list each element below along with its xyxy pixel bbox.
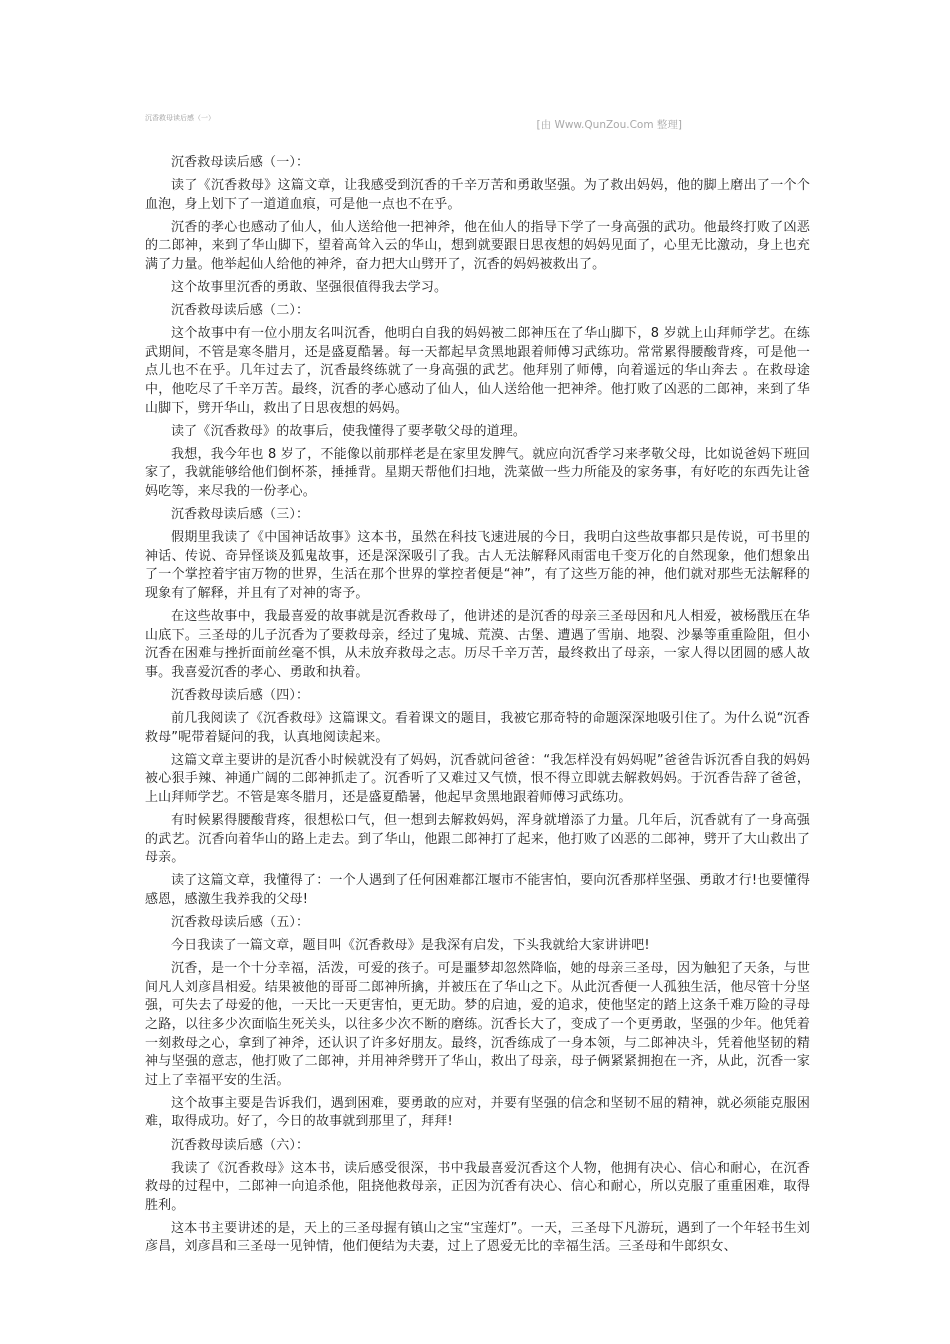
paragraph: 假期里我读了《中国神话故事》这本书，虽然在科技飞速进展的今日，我明白这些故事都只是传说，可书里的神话、传说、奇异怪谈及狐鬼故事，还是深深吸引了我。古人无法解释风雨雷电千变万化的自然现象，他们想象出了一个掌控着宇宙万物的世界，生活在那个世界的掌控者便是“神”，有了这些万能的神，他们就对那些无法解释的现象有了解释，并且有了对神的寄予。 [145,530,810,601]
paragraph: 读了这篇文章，我懂得了：一个人遇到了任何困难都江堰市不能害怕，要向沉香那样坚强、勇敢才行!也要懂得感恩，感激生我养我的父母! [145,873,810,907]
section-heading: 沉香救母读后感（一）： [171,155,310,170]
paragraph: 在这些故事中，我最喜爱的故事就是沉香救母了，他讲述的是沉香的母亲三圣母因和凡人相爱，被杨戬压在华山底下。三圣母的儿子沉香为了要救母亲，经过了鬼城、荒漠、古堡、遭遇了雪崩、地裂、沙暴等重重险阻，但小沉香在困难与挫折面前丝毫不惧，从未放弃救母之志。历尽千辛万苦，最终救出了母亲，一家人得以团圆的感人故事。我喜爱沉香的孝心、勇敢和执着。 [145,609,810,680]
paragraph: 这篇文章主要讲的是沉香小时候就没有了妈妈，沉香就问爸爸：“我怎样没有妈妈呢”爸爸告诉沉香自我的妈妈被心狠手辣、神通广阔的二郎神抓走了。沉香听了又难过又气愤，恨不得立即就去解救妈妈。于沉香告辞了爸爸，上山拜师学艺。不管是寒冬腊月，还是盛夏酷暑，他起早贪黑地跟着师傅习武练功。 [145,752,810,805]
article-body [145,154,810,1262]
paragraph: 有时候累得腰酸背疼，很想松口气，但一想到去解救妈妈，浑身就增添了力量。几年后，沉香就有了一身高强的武艺。沉香向着华山的路上走去。到了华山，他跟二郎神打了起来，他打败了凶恶的二郎神，劈开了大山救出了母亲。 [145,813,810,866]
paragraph: 今日我读了一篇文章，题目叫《沉香救母》是我深有启发，下头我就给大家讲讲吧! [171,938,650,954]
section-heading: 沉香救母读后感（六）： [171,1137,310,1153]
paragraph: 这个故事里沉香的勇敢、坚强很值得我去学习。 [171,280,448,296]
paragraph: 读了《沉香救母》的故事后，使我懂得了要孝敬父母的道理。 [171,423,527,439]
paragraph: 我想，我今年也 8 岁了，不能像以前那样老是在家里发脾气。就应向沉香学习来孝敬父母，比如说爸妈下班回家了，我就能够给他们倒杯茶，捶捶背。星期天帮他们扫地，洗菜做一些力所能及的家务事，有好吃的东西先让爸妈吃等，来尽我的一份孝心。 [145,446,810,499]
header-scribble: 沉香救母读后感（一） [145,114,215,122]
paragraph: 沉香的孝心也感动了仙人，仙人送给他一把神斧，他在仙人的指导下学了一身高强的武功。他最终打败了凶恶的二郎神，来到了华山脚下，望着高耸入云的华山，想到就要跟日思夜想的妈妈见面了，心里无比激动，身上也充满了力量。他举起仙人给他的神斧，奋力把大山劈开了，沉香的妈妈被救出了。 [145,219,810,272]
paragraph: 前几我阅读了《沉香救母》这篇课文。看着课文的题目，我被它那奇特的命题深深地吸引住了。为什么说“沉香救母”呢带着疑问的我，认真地阅读起来。 [145,711,810,745]
section-heading: 沉香救母读后感（二）： [171,303,310,319]
paragraph: 这个故事主要是告诉我们，遇到困难，要勇敢的应对，并要有坚强的信念和坚韧不屈的精神，就必须能克服困难，取得成功。好了，今日的故事就到那里了，拜拜! [145,1095,810,1130]
paragraph: 这本书主要讲述的是，天上的三圣母握有镇山之宝“宝莲灯”。一天，三圣母下凡游玩，遇到了一个年轻书生刘彦昌，刘彦昌和三圣母一见钟情，他们便结为夫妻，过上了恩爱无比的幸福生活。三圣母和牛郎织女、 [145,1220,810,1255]
paragraph: 我读了《沉香救母》这本书，读后感受很深，书中我最喜爱沉香这个人物，他拥有决心、信心和耐心，在沉香救母的过程中，二郎神一向追杀他，阻挠他救母亲，正因为沉香有决心、信心和耐心，所以克服了重重困难，取得胜利。 [145,1160,810,1213]
section-heading: 沉香救母读后感（四）： [171,687,310,703]
paragraph: 这个故事中有一位小朋友名叫沉香，他明白自我的妈妈被二郎神压在了华山脚下，8 岁就上山拜师学艺。在练武期间，不管是寒冬腊月，还是盛夏酷暑。每一天都起早贪黑地跟着师傅习武练功。常常累得腰酸背疼，可是他一点儿也不在乎。几年过去了，沉香最终练就了一身高强的武艺。他拜别了师傅，向着遥远的华山奔去 。在救母途中，他吃尽了千辛万苦。最终，沉香的孝心感动了仙人，仙人送给他一把神斧。他打败了凶恶的二郎神，来到了华山脚下，劈开华山，救出了日思夜想的妈妈。 [145,326,810,416]
section-heading: 沉香救母读后感（五）： [171,914,310,930]
section-heading: 沉香救母读后感（三）： [171,507,310,523]
paragraph: 沉香，是一个十分幸福，活泼，可爱的孩子。可是噩梦却忽然降临，她的母亲三圣母，因为触犯了天条，与世间凡人刘彦昌相爱。结果被他的哥哥二郎神所擒，并被压在了华山之下。从此沉香便一人孤独生活，他尽管十分坚强，可失去了母爱的他，一天比一天更害怕，更无助。梦的启迪，爱的追求，使他坚定的踏上这条千难万险的寻母之路，以往多少次面临生死关头，以往多少次不断的磨练。沉香长大了，变成了一个更勇敢，坚强的少年。他凭着一刻救母之心，拿到了神斧，还认识了许多好朋友。最终，沉香练成了一身本领，与二郎神决斗，凭着他坚韧的精神与坚强的意志，他打败了二郎神，并用神斧劈开了华山，救出了母亲，母子俩紧紧拥抱在一齐，从此，沉香一家过上了幸福平安的生活。 [145,961,810,1088]
source-note: [由 Www.QunZou.Com 整理] [536,119,682,131]
paragraph: 读了《沉香救母》这篇文章，让我感受到沉香的千辛万苦和勇敢坚强。为了救出妈妈，他的脚上磨出了一个个血泡，身上划下了一道道血痕，可是他一点也不在乎。 [145,178,810,212]
